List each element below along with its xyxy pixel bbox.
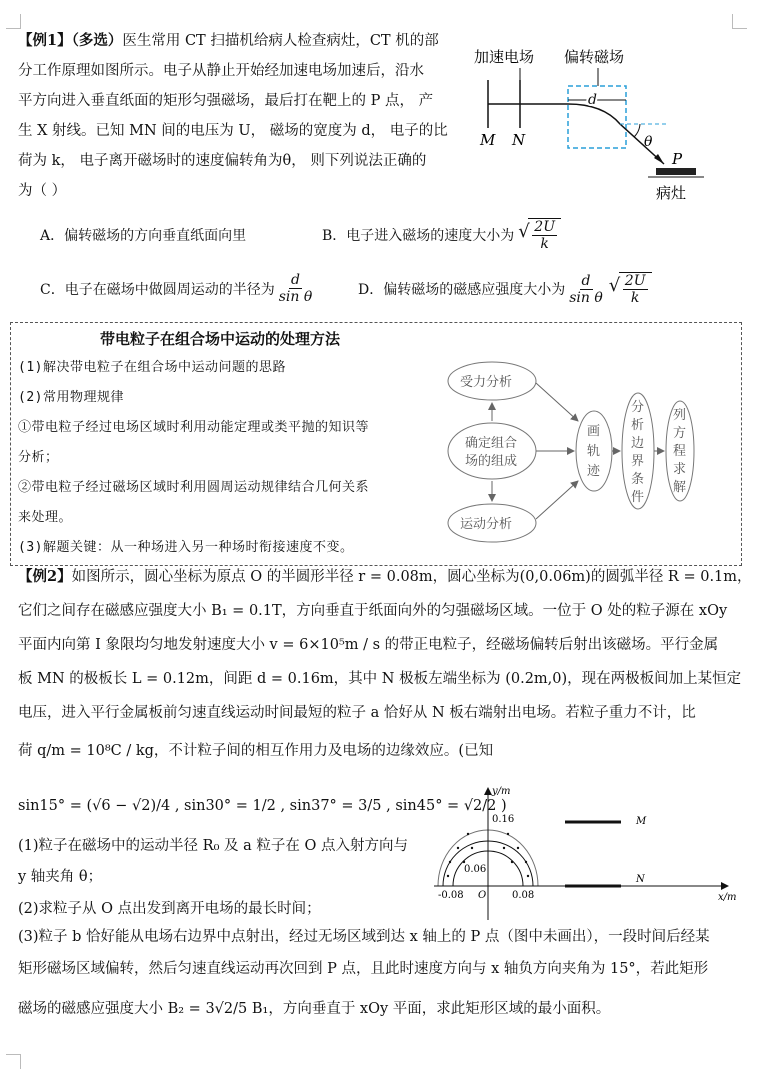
d-label: d	[588, 92, 597, 108]
flow-boundary-5: 条	[631, 472, 645, 487]
ex2-line-4: 板 MN 的极板长 L = 0.12m，间距 d = 0.16m，其中 N 极板左端坐标为 (0.2m,0)，现在两极板间加上某恒定	[18, 671, 742, 687]
frac-num: d	[291, 272, 300, 288]
ex1-line-6: 为（ ）	[18, 183, 67, 199]
lesion-label: 病灶	[656, 184, 687, 202]
frac-num: √ 2U	[534, 219, 556, 235]
ex2-q1a: (1)粒子在磁场中的运动半径 R₀ 及 a 粒子在 O 点入射方向与	[18, 838, 408, 854]
flow-boundary-2: 析	[631, 418, 645, 433]
method-line: ②带电粒子经过磁场区域时利用圆周运动规律结合几何关系	[18, 480, 370, 495]
origin-label: O	[478, 890, 487, 901]
ex2-q1b: y 轴夹角 θ；	[18, 869, 103, 885]
ex2-q3a: (3)粒子 b 恰好能从电场右边界中点射出，经过无场区域到达 x 轴上的 P 点（图中未画出），一段时间后经某	[18, 929, 710, 945]
x-tick-neg: -0.08	[438, 890, 464, 901]
flow-draw-1: 画	[587, 424, 601, 439]
ex2-text: 如图所示，圆心坐标为原点 O 的半圆形半径 r = 0.08m，圆心坐标为(0,0.06m)的圆弧半径 R = 0.1m，	[71, 569, 752, 585]
flow-boundary-6: 件	[631, 490, 645, 505]
y-axis-label: y/m	[492, 786, 511, 797]
y-tick-006: 0.06	[464, 864, 487, 875]
flow-eq-4: 求	[673, 462, 687, 477]
theta-label: θ	[644, 134, 653, 150]
plate-m-label: M	[636, 816, 647, 827]
y-tick-016: 0.16	[492, 814, 515, 825]
corner-mark	[6, 1054, 21, 1069]
option-c	[40, 272, 316, 305]
flow-boundary-1: 分	[631, 400, 645, 415]
ex2-line-2: 它们之间存在磁感应强度大小 B₁ = 0.1T，方向垂直于纸面向外的匀强磁场区域。一位于 O 处的粒子源在 xOy	[18, 603, 728, 619]
method-flowchart	[440, 355, 740, 555]
flow-eq-3: 程	[673, 444, 687, 459]
ex2-line-5: 电压，进入平行金属板前匀速直线运动时间最短的粒子 a 恰好从 N 板右端射出电场。若粒子重力不计，比	[18, 705, 696, 721]
option-d-sqrt	[619, 272, 652, 306]
frac-den: k	[630, 290, 640, 306]
ex2-q2: (2)求粒子从 O 点出发到离开电场的最长时间；	[18, 901, 321, 917]
ct-diagram	[468, 40, 718, 210]
plate-n-label: N	[636, 874, 645, 885]
ex1-line-2: 分工作原理如图所示。电子从静止开始经加速电场加速后，沿水	[18, 63, 424, 79]
flow-boundary-4: 界	[631, 454, 645, 469]
frac-den: k	[540, 236, 549, 252]
ex2-q3c: 磁场的磁感应强度大小 B₂ = 3√2/5 B₁，方向垂直于 xOy 平面，求此矩形区域的最小面积。	[18, 1001, 611, 1017]
method-line: (2)常用物理规律	[18, 390, 124, 405]
n-label: N	[512, 131, 526, 149]
x-tick-pos: 0.08	[512, 890, 535, 901]
flow-compose-2: 场的组成	[465, 454, 518, 469]
ex1-line-1	[18, 30, 439, 52]
method-line: 来处理。	[18, 510, 73, 525]
option-a: A．偏转磁场的方向垂直纸面向里	[40, 228, 247, 244]
ex1-text: 医生常用 CT 扫描机给病人检查病灶，CT 机的部	[122, 33, 439, 49]
ex2-q3b: 矩形磁场区域偏转，然后匀速直线运动再次回到 P 点，且此时速度方向与 x 轴负方向夹角为 15°，若此矩形	[18, 961, 709, 977]
frac-den: sin θ	[278, 289, 313, 305]
ex2-line-3: 平面内向第 I 象限均匀地发射速度大小 v = 6×10⁵m / s 的带正电粒子，经磁场偏转后射出该磁场。平行金属	[18, 637, 719, 653]
frac-den: sin θ	[569, 289, 603, 306]
method-line: 分析；	[18, 450, 59, 465]
ex2-line-1	[18, 566, 752, 588]
option-b	[322, 218, 561, 252]
frac-num: √ 2U	[624, 273, 646, 289]
flow-eq-5: 解	[673, 480, 687, 495]
ex1-line-5: 荷为 k， 电子离开磁场时的速度偏转角为θ， 则下列说法正确的	[18, 153, 427, 169]
flow-force: 受力分析	[460, 375, 513, 390]
option-b-sqrt	[528, 218, 561, 252]
method-line: (1)解决带电粒子在组合场中运动问题的思路	[18, 360, 286, 375]
flow-draw-2: 轨	[587, 444, 601, 459]
corner-mark	[6, 14, 21, 29]
accel-label: 加速电场	[474, 48, 535, 66]
m-label: M	[480, 131, 496, 149]
ex1-tag: 【例1】	[18, 32, 72, 49]
ex1-line-3: 平方向进入垂直纸面的矩形匀强磁场，最后打在靶上的 P 点， 产	[18, 93, 434, 109]
option-d	[358, 272, 652, 306]
field-diagram	[428, 782, 746, 922]
flow-eq-2: 方	[673, 426, 687, 441]
ex2-line-6: 荷 q/m = 10⁸C / kg，不计粒子间的相互作用力及电场的边缘效应。(已知	[18, 743, 494, 759]
flow-motion: 运动分析	[460, 517, 513, 532]
flow-draw-3: 迹	[587, 464, 601, 479]
option-b-text: B．电子进入磁场的速度大小为	[322, 228, 515, 244]
method-line: (3)解题关键：从一种场进入另一种场时衔接速度不变。	[18, 540, 354, 555]
method-line: ①带电粒子经过电场区域时利用动能定理或类平抛的知识等	[18, 420, 370, 435]
ex2-tag: 【例2】	[18, 568, 72, 585]
flow-boundary-3: 边	[631, 436, 645, 451]
deflect-label: 偏转磁场	[564, 48, 625, 66]
option-d-text: D．偏转磁场的磁感应强度大小为	[358, 282, 566, 298]
corner-mark	[732, 14, 747, 29]
p-label: P	[672, 150, 683, 168]
frac-num: d	[581, 272, 591, 289]
flow-eq-1: 列	[673, 408, 687, 423]
ex1-line-4: 生 X 射线。已知 MN 间的电压为 U， 磁场的宽度为 d， 电子的比	[18, 123, 448, 139]
flow-compose-1: 确定组合	[465, 436, 518, 451]
ex2-trig: sin15° = (√6 − √2)/4 , sin30° = 1/2 , sin37° = 3/5 , sin45° = √2/2 )	[18, 798, 507, 814]
x-axis-label: x/m	[718, 892, 737, 903]
option-c-text: C．电子在磁场中做圆周运动的半径为	[40, 281, 275, 298]
ex1-multi: （多选）	[71, 32, 123, 49]
method-title: 带电粒子在组合场中运动的处理方法	[100, 330, 341, 348]
